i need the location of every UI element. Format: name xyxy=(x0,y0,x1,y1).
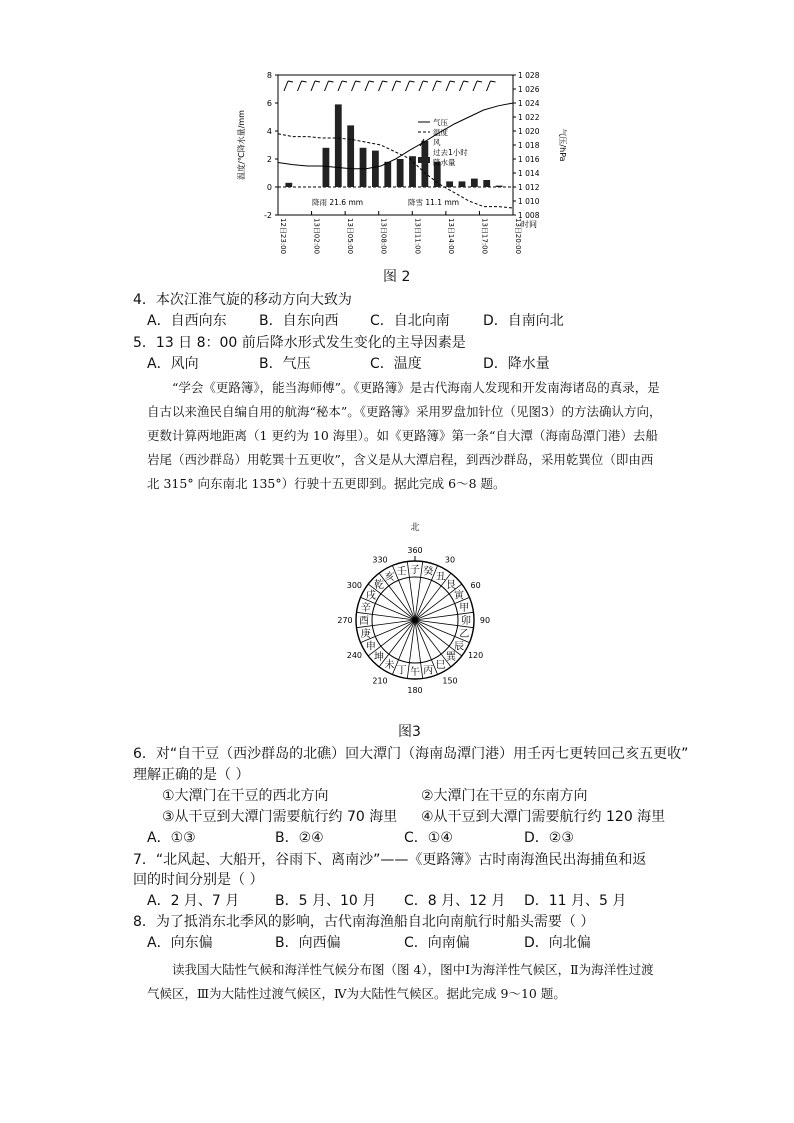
precip-bar xyxy=(471,179,478,187)
question-8-stem: 8．为了抵消东北季风的影响，古代南海渔船自北向南航行时船头需要（ ） xyxy=(133,914,595,930)
q5-option-b[interactable]: B．气压 xyxy=(259,356,311,372)
precip-bar xyxy=(409,156,416,187)
ring-char: 子 xyxy=(410,565,420,576)
wind-barb xyxy=(365,81,369,91)
left-tick-label: 4 xyxy=(266,127,272,136)
q6-statement-4: ④从干豆到大潭门需要航行约 120 海里 xyxy=(421,809,666,825)
precip-bar xyxy=(496,186,503,187)
degree-label: 240 xyxy=(346,651,363,660)
right-tick-label: 1 022 xyxy=(518,113,540,122)
x-axis-title: 时间 xyxy=(521,220,537,229)
precip-bar xyxy=(483,180,490,187)
wind-barb xyxy=(446,81,450,91)
left-tick-label: 0 xyxy=(266,183,272,192)
question-6-stem: 6．对“自干豆（西沙群岛的北礁）回大潭门（海南岛潭门港）用壬丙七更转回己亥五更收” xyxy=(133,746,689,762)
wind-barb xyxy=(284,81,288,91)
degree-label: 150 xyxy=(442,676,458,686)
x-tick-label: 13日05:00 xyxy=(346,218,355,255)
x-tick-label: 13日08:00 xyxy=(379,218,388,255)
q6-statement-1: ①大潭门在干豆的西北方向 xyxy=(162,788,329,804)
north-label: 北 xyxy=(410,523,420,533)
legend-pressure: 气压 xyxy=(433,118,448,127)
right-tick-label: 1 010 xyxy=(518,197,540,206)
precip-bar xyxy=(421,141,428,187)
ring-char: 辛 xyxy=(360,602,371,614)
wind-barb xyxy=(325,81,329,91)
wind-barb-flag xyxy=(329,81,334,82)
wind-barb-flag xyxy=(477,81,482,82)
figure-3-caption: 图3 xyxy=(398,724,421,740)
wind-barb xyxy=(379,81,383,91)
degree-label: 300 xyxy=(346,581,363,590)
degree-label: 210 xyxy=(372,676,388,686)
ring-char: 亥 xyxy=(384,571,395,583)
q6-option-b[interactable]: B．②④ xyxy=(275,830,324,846)
q8-option-d[interactable]: D．向北偏 xyxy=(524,935,591,951)
q6-option-c[interactable]: C．①④ xyxy=(404,830,453,846)
ring-char: 艮 xyxy=(446,579,457,591)
x-tick-label: 13日02:00 xyxy=(312,218,321,255)
figure-3 xyxy=(320,518,510,710)
pressure-line xyxy=(278,103,513,169)
q7-option-d[interactable]: D．11 月、5 月 xyxy=(524,893,627,909)
ring-char: 卯 xyxy=(461,616,471,627)
q6-option-d[interactable]: D．②③ xyxy=(524,830,574,846)
center-dot xyxy=(412,617,418,623)
right-tick-label: 1 016 xyxy=(518,155,540,164)
q5-option-c[interactable]: C．温度 xyxy=(370,356,422,372)
ring-char: 丑 xyxy=(435,571,446,583)
degree-label: 180 xyxy=(407,686,423,695)
precip-bar xyxy=(397,159,404,187)
left-tick-label: -2 xyxy=(264,211,272,220)
ring-char: 甲 xyxy=(459,602,470,614)
q8-option-a[interactable]: A．向东偏 xyxy=(147,935,213,951)
q6-statement-3: ③从干豆到大潭门需要航行约 70 海里 xyxy=(162,809,398,825)
x-tick-label: 13日14:00 xyxy=(446,218,455,255)
ring-char: 巽 xyxy=(446,652,457,664)
wind-barb-flag xyxy=(450,81,455,82)
degree-label: 360 xyxy=(407,546,423,555)
q6-option-a[interactable]: A．①③ xyxy=(147,830,196,846)
legend-precip-line2: 降水量 xyxy=(433,158,456,167)
question-6-stem-cont: 理解正确的是（ ） xyxy=(133,767,250,783)
precip-bar xyxy=(459,181,466,187)
ring-char: 午 xyxy=(410,667,420,678)
weather-chart xyxy=(230,60,570,260)
precip-bar xyxy=(335,104,342,187)
q5-option-a[interactable]: A．风向 xyxy=(147,356,199,372)
wind-barb xyxy=(473,81,477,91)
wind-barb-flag xyxy=(423,81,428,82)
ring-char: 丁 xyxy=(396,665,407,677)
ring-char: 庚 xyxy=(360,629,371,641)
q7-option-c[interactable]: C．8 月、12 月 xyxy=(404,893,506,909)
note-snow: 降雪 11.1 mm xyxy=(408,198,460,208)
ring-char: 未 xyxy=(384,660,395,672)
right-tick-label: 1 020 xyxy=(518,127,540,136)
degree-label: 330 xyxy=(372,555,388,565)
wind-barb-flag xyxy=(396,81,401,82)
question-7-stem: 7．“北风起、大船开，谷雨下、离南沙”——《更路簿》古时南海渔民出海捕鱼和返 xyxy=(133,852,647,868)
wind-barb xyxy=(392,81,396,91)
precip-bar xyxy=(347,125,354,187)
right-axis-title: 气压/hPa xyxy=(558,128,567,162)
left-tick-label: 8 xyxy=(266,71,272,80)
wind-barb xyxy=(311,81,315,91)
x-tick-label: 13日11:00 xyxy=(413,218,422,255)
wind-barb xyxy=(419,81,423,91)
legend-temperature: 温度 xyxy=(433,128,448,137)
ring-char: 巳 xyxy=(435,660,446,672)
degree-label: 90 xyxy=(479,616,491,625)
q7-option-b[interactable]: B．5 月、10 月 xyxy=(275,893,377,909)
ring-char: 丙 xyxy=(423,665,434,677)
wind-barb xyxy=(487,81,491,91)
temperature-line xyxy=(278,134,513,208)
ring-char: 壬 xyxy=(396,566,407,578)
wind-barb xyxy=(460,81,464,91)
precip-bar xyxy=(384,162,391,187)
legend-precip-swatch xyxy=(418,157,430,163)
q4-option-c[interactable]: C．自北向南 xyxy=(370,313,450,329)
precip-bar xyxy=(285,183,292,187)
note-rain: 降雨 21.6 mm xyxy=(312,198,364,208)
legend-precip-line1: 过去1小时 xyxy=(433,148,468,157)
wind-barb-flag xyxy=(410,81,415,82)
wind-barb-flag xyxy=(342,81,347,82)
wind-barb-flag xyxy=(302,81,307,82)
q5-option-d[interactable]: D．降水量 xyxy=(483,356,550,372)
q7-option-a[interactable]: A．2 月、7 月 xyxy=(147,893,240,909)
wind-barb-flag xyxy=(491,81,496,82)
wind-barb xyxy=(352,81,356,91)
wind-barb-flag xyxy=(464,81,469,82)
ring-char: 癸 xyxy=(423,566,434,578)
left-tick-label: 2 xyxy=(266,155,272,164)
q6-statement-2: ②大潭门在干豆的东南方向 xyxy=(421,788,588,804)
compass-diagram xyxy=(320,518,510,710)
q8-option-c[interactable]: C．向南偏 xyxy=(404,935,470,951)
wind-barb-flag xyxy=(356,81,361,82)
wind-barb-flag xyxy=(288,81,293,82)
wind-barb-flag xyxy=(315,81,320,82)
degree-label: 60 xyxy=(470,581,481,590)
figure-2 xyxy=(230,60,570,280)
wind-barb-flag xyxy=(369,81,374,82)
figure-2-caption: 图 2 xyxy=(383,269,411,285)
wind-barb-flag xyxy=(383,81,388,82)
wind-barb-flag xyxy=(437,81,442,82)
q4-option-b[interactable]: B．自东向西 xyxy=(259,313,339,329)
q4-option-a[interactable]: A．自西向东 xyxy=(147,313,227,329)
q8-option-b[interactable]: B．向西偏 xyxy=(275,935,341,951)
question-7-stem-cont: 回的时间分别是（ ） xyxy=(133,872,264,888)
question-4-stem: 4．本次江淮气旋的移动方向大致为 xyxy=(133,292,352,308)
passage-climate: 读我国大陆性气候和海洋性气候分布图（图 4），图中Ⅰ为海洋性气候区，Ⅱ为海洋性过渡气候区，Ⅲ为大陆性过渡气候区，Ⅳ为大陆性气候区。据此完成 9～10 题。 xyxy=(147,962,654,1001)
question-5-stem: 5．13 日 8：00 前后降水形式发生变化的主导因素是 xyxy=(133,335,466,351)
x-tick-label: 12日23:00 xyxy=(279,218,287,255)
wind-barb xyxy=(338,81,342,91)
right-tick-label: 1 008 xyxy=(518,211,540,220)
left-tick-label: 6 xyxy=(266,99,272,108)
precip-bar xyxy=(323,148,330,187)
ring-char: 乾 xyxy=(373,579,384,591)
legend-wind: 风 xyxy=(433,138,441,147)
precip-bar xyxy=(360,148,367,187)
ring-char: 申 xyxy=(365,641,376,653)
left-axis-title: 温度/℃降水量/mm xyxy=(237,110,246,180)
right-tick-label: 1 024 xyxy=(518,99,540,108)
right-tick-label: 1 018 xyxy=(518,141,540,150)
q4-option-d[interactable]: D．自南向北 xyxy=(483,313,564,329)
wind-barb xyxy=(433,81,437,91)
passage-gengluboo: “学会《更路簿》，能当海师傅”。《更路簿》是古代海南人发现和开发南海诸岛的真录，是自古以来渔民自编自用的航海“秘本”。《更路簿》采用罗盘加针位（见图3）的方法确认方向，更数计算两地距离（1 更约为 10 海里）。如《更路簿》第一条“自大潭（海南岛潭门港）去船岩尾（西沙群岛）用乾巽十五更收”，含义是从大潭启程，到西沙群岛，采用乾巽位（即由西北 315° 向东南北 135°）行驶十五更即到。据此完成 6～8 题。 xyxy=(147,380,662,491)
degree-label: 120 xyxy=(467,651,484,660)
ring-char: 坤 xyxy=(373,652,384,664)
degree-label: 30 xyxy=(444,555,456,565)
right-tick-label: 1 026 xyxy=(518,85,540,94)
ring-char: 乙 xyxy=(459,629,470,641)
right-tick-label: 1 012 xyxy=(518,183,540,192)
precip-bar xyxy=(446,181,453,187)
x-tick-label: 13日20:00 xyxy=(514,218,522,255)
degree-label: 270 xyxy=(337,616,353,625)
wind-barb xyxy=(406,81,410,91)
wind-barb xyxy=(298,81,302,91)
ring-char: 酉 xyxy=(359,616,369,627)
ring-char: 戌 xyxy=(365,590,376,602)
plot-frame xyxy=(278,75,513,215)
right-tick-label: 1 028 xyxy=(518,71,540,80)
ring-char: 寅 xyxy=(454,590,465,602)
ring-char: 辰 xyxy=(454,641,465,653)
x-tick-label: 13日17:00 xyxy=(480,218,489,255)
precip-bar xyxy=(372,151,379,187)
right-tick-label: 1 014 xyxy=(518,169,540,178)
